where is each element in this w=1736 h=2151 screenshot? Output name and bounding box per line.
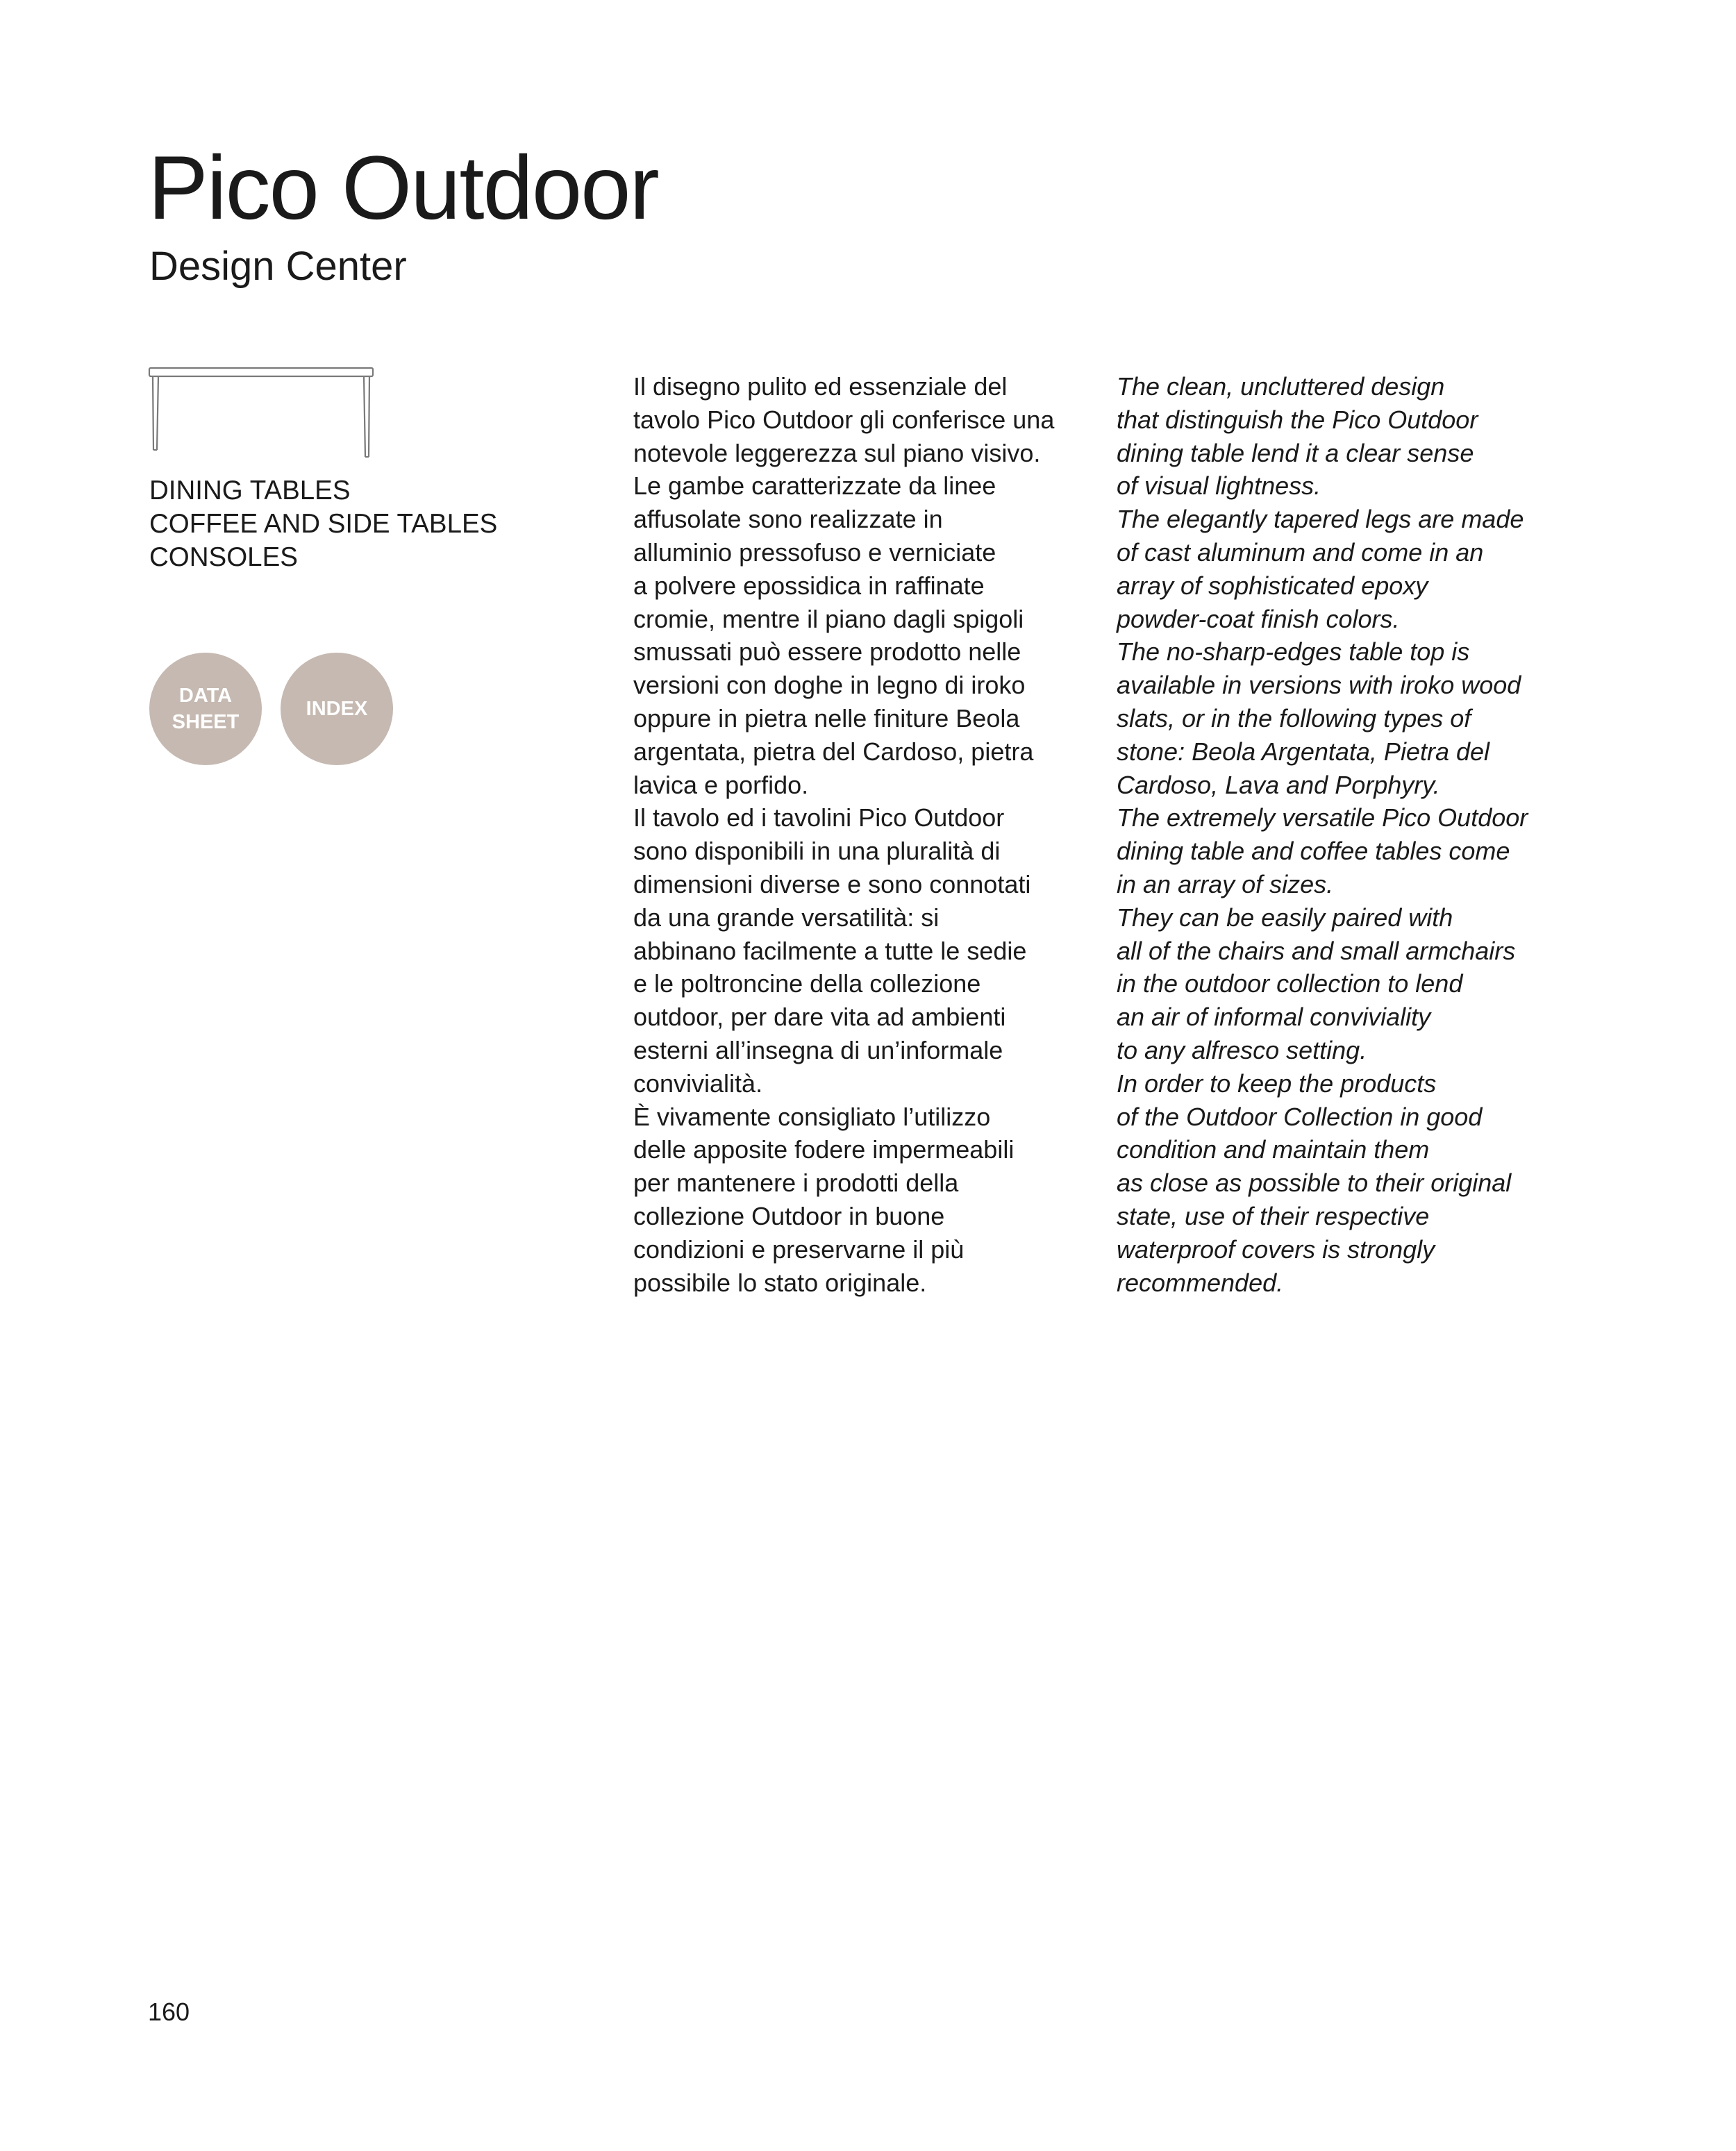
page-title: Pico Outdoor <box>148 137 658 238</box>
page-subtitle: Design Center <box>149 244 407 289</box>
italian-description: Il disegno pulito ed essenziale del tavolo Pico Outdoor gli conferisce una notevole leggerezza sul piano visivo. Le gambe caratterizzate da linee affusolate sono realizzate in alluminio pressofuso e verniciate a polvere epossidica in raffinate cromie, mentre il piano dagli spigoli smussati può essere prodotto nelle versioni con doghe in legno di iroko oppure in pietra nelle finiture Beola argentata, pietra del Cardoso, pietra lavica e porfido. Il tavolo ed i tavolini Pico Outdoor sono disponibili in una pluralità di dimensioni diverse e sono connotati da una grande versatilità: si abbinano facilmente a tutte le sedie e le poltroncine della collezione outdoor, per dare vita ad ambienti esterni all’insegna di un’informale convivialità. È vivamente consigliato l’utilizzo delle apposite fodere impermeabili per mantenere i prodotti della collezione Outdoor in buone condizioni e preservarne il più possibile lo stato originale. <box>633 372 1055 1297</box>
category-coffee-side-tables: COFFEE AND SIDE TABLES <box>149 509 498 539</box>
table-line-drawing-icon <box>148 367 374 460</box>
category-dining-tables: DINING TABLES <box>149 476 351 505</box>
english-description: The clean, uncluttered design that distinguish the Pico Outdoor dining table lend it a clear sense of visual lightness. The elegantly tapered legs are made of cast aluminum and come in an array of sophisticated epoxy powder-coat finish colors. The no-sharp-edges table top is available in versions with iroko wood slats, or in the following types of stone: Beola Argentata, Pietra del Cardoso, Lava and Porphyry. The extremely versatile Pico Outdoor dining table and coffee tables come in an array of sizes. They can be easily paired with all of the chairs and small armchairs in the outdoor collection to lend an air of informal conviviality to any alfresco setting. In order to keep the products of the Outdoor Collection in good condition and maintain them as close as possible to their original state, use of their respective waterproof covers is strongly recommended. <box>1117 372 1528 1297</box>
category-consoles: CONSOLES <box>149 542 298 572</box>
data-sheet-button[interactable]: DATA SHEET <box>149 653 262 765</box>
page-number: 160 <box>148 1998 190 2026</box>
category-list <box>149 474 497 574</box>
index-button[interactable]: INDEX <box>281 653 393 765</box>
